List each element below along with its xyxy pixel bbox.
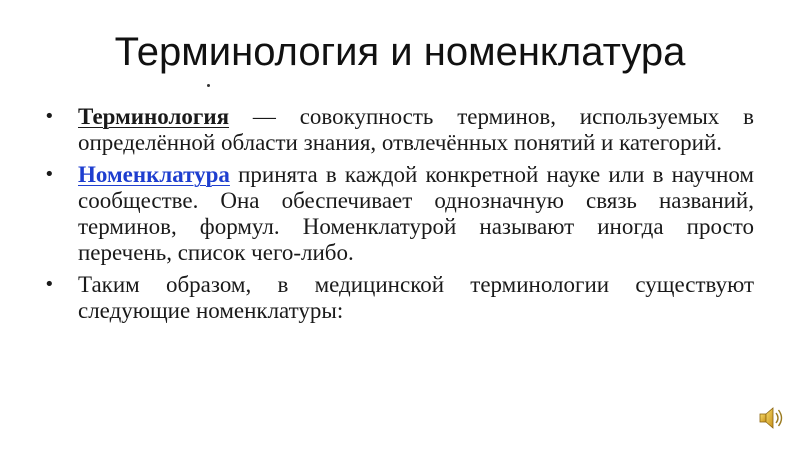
list-item <box>44 272 754 324</box>
decorative-dot <box>207 84 210 87</box>
term-terminology: Терминология <box>78 104 230 129</box>
bullet-icon: • <box>44 106 55 127</box>
bullet-text: принята в каждой конкретной науке или в научном сообществе. Она обеспечивает однозначную связь названий, терминов, формул. Номенклатурой называют иногда просто перечень, список чего-либо. <box>78 162 754 265</box>
bullet-list <box>44 104 754 330</box>
bullet-icon: • <box>44 274 55 295</box>
speaker-icon[interactable] <box>756 403 786 433</box>
list-item <box>44 162 754 266</box>
bullet-text: — совокупность терминов, используемых в определённой области знания, отвлечённых понятий и категорий. <box>78 104 754 155</box>
bullet-icon: • <box>44 164 55 185</box>
bullet-text: Таким образом, в медицинской терминологии существуют следующие номенклатуры: <box>78 272 754 323</box>
term-nomenclature-link[interactable]: Номенклатура <box>78 162 230 187</box>
list-item <box>44 104 754 156</box>
slide-title: Терминология и номенклатура <box>114 30 686 74</box>
